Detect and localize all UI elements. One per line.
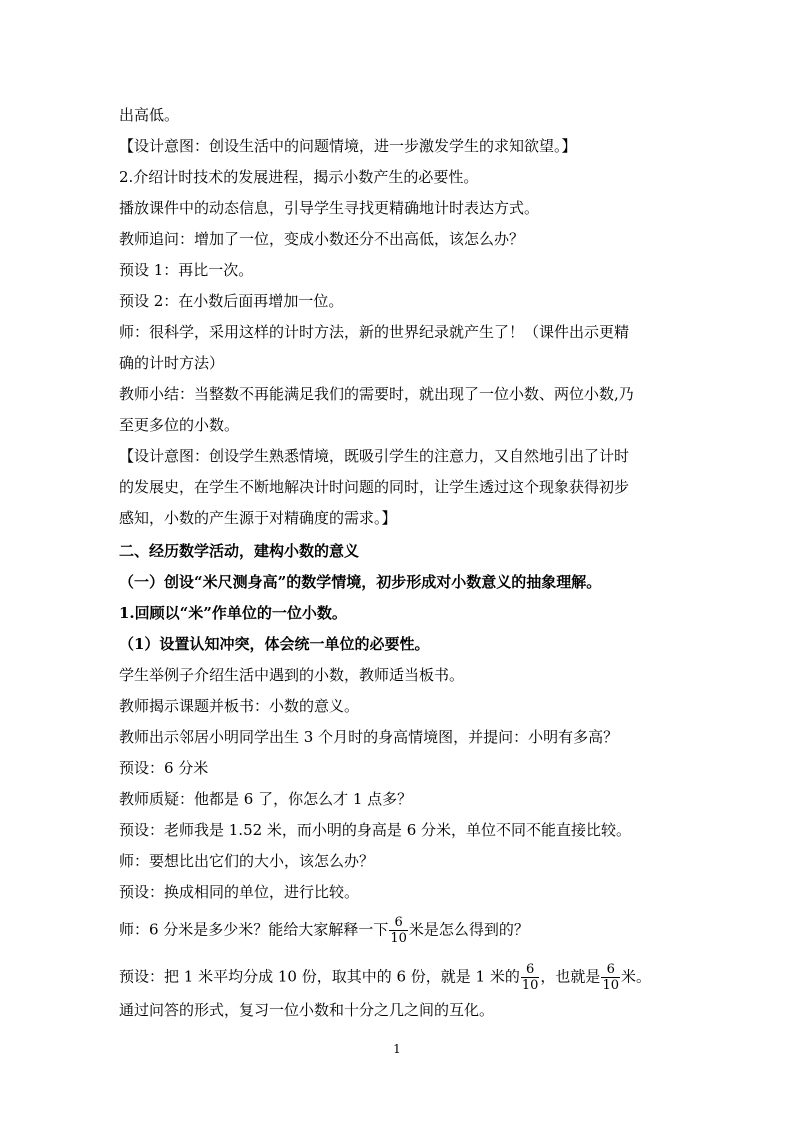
paragraph-line: 2.介绍计时技术的发展进程，揭示小数产生的必要性。: [119, 168, 479, 186]
answer-text-middle: ，也就是: [540, 967, 601, 986]
paragraph-line: 预设：换成相同的单位，进行比较。: [119, 883, 360, 901]
subsection-heading: 1.回顾以“米”作单位的一位小数。: [119, 604, 347, 622]
paragraph-line: 教师出示邻居小明同学出生 3 个月时的身高情境图，并提问：小明有多高？: [119, 728, 619, 746]
answer-text-before: 预设：把 1 米平均分成 10 份，取其中的 6 份，就是 1 米的: [119, 967, 520, 986]
design-intent-note: 感知，小数的产生源于对精确度的需求。】: [119, 509, 397, 527]
fraction-denominator: 10: [390, 931, 407, 946]
fraction: [389, 915, 408, 946]
paragraph-line: 预设：6 分米: [119, 759, 209, 777]
paragraph-line: 师：很科学，采用这样的计时方法，新的世界纪录就产生了！（课件出示更精: [119, 323, 630, 341]
design-intent-note: 的发展史，在学生不断地解决计时问题的同时，让学生透过这个现象获得初步: [119, 478, 630, 496]
fraction: [521, 962, 540, 993]
subsection-heading: （一）创设“米尺测身高”的数学情境，初步形成对小数意义的抽象理解。: [119, 573, 602, 591]
paragraph-line: 预设：老师我是 1.52 米，而小明的身高是 6 分米，单位不同不能直接比较。: [119, 821, 632, 839]
page-number: 1: [393, 1042, 401, 1056]
fraction-denominator: 10: [602, 978, 619, 993]
design-intent-note: 【设计意图：创设生活中的问题情境，进一步激发学生的求知欲望。】: [119, 137, 577, 155]
paragraph-line: 预设 1：再比一次。: [119, 261, 254, 279]
question-line-with-fraction: [119, 915, 529, 946]
paragraph-line: 播放课件中的动态信息，引导学生寻找更精确地计时表达方式。: [119, 199, 540, 217]
paragraph-line: 教师小结：当整数不再能满足我们的需要时，就出现了一位小数、两位小数,乃: [119, 385, 634, 403]
answer-text-after: 米。: [620, 967, 651, 986]
paragraph-line: 教师质疑：他都是 6 了，你怎么才 1 点多？: [119, 790, 413, 808]
paragraph-line: 师：要想比出它们的大小，该怎么办？: [119, 852, 375, 870]
paragraph-line: 教师追问：增加了一位，变成小数还分不出高低，该怎么办？: [119, 230, 525, 248]
section-heading: 二、经历数学活动，建构小数的意义: [119, 542, 360, 560]
paragraph-line: 通过问答的形式，复习一位小数和十分之几之间的互化。: [119, 1001, 495, 1019]
fraction-numerator: 6: [526, 962, 535, 977]
design-intent-note: 【设计意图：创设学生熟悉情境，既吸引学生的注意力，又自然地引出了计时: [119, 447, 630, 465]
subsection-heading: （1）设置认知冲突，体会统一单位的必要性。: [119, 635, 430, 653]
paragraph-line: 预设 2：在小数后面再增加一位。: [119, 292, 344, 310]
paragraph-line: 教师揭示课题并板书：小数的意义。: [119, 697, 360, 715]
paragraph-line: 出高低。: [119, 106, 180, 124]
question-text-before: 师：6 分米是多少米？能给大家解释一下: [119, 920, 389, 939]
fraction: [601, 962, 620, 993]
fraction-denominator: 10: [521, 978, 539, 993]
paragraph-line: 至更多位的小数。: [119, 416, 240, 434]
fraction-numerator: 6: [606, 962, 615, 977]
fraction-numerator: 6: [394, 915, 403, 930]
question-text-after: 米是怎么得到的？: [408, 920, 529, 939]
paragraph-line: 确的计时方法）: [119, 354, 225, 372]
answer-line-with-fractions: [119, 962, 651, 993]
paragraph-line: 学生举例子介绍生活中遇到的小数，教师适当板书。: [119, 666, 465, 684]
